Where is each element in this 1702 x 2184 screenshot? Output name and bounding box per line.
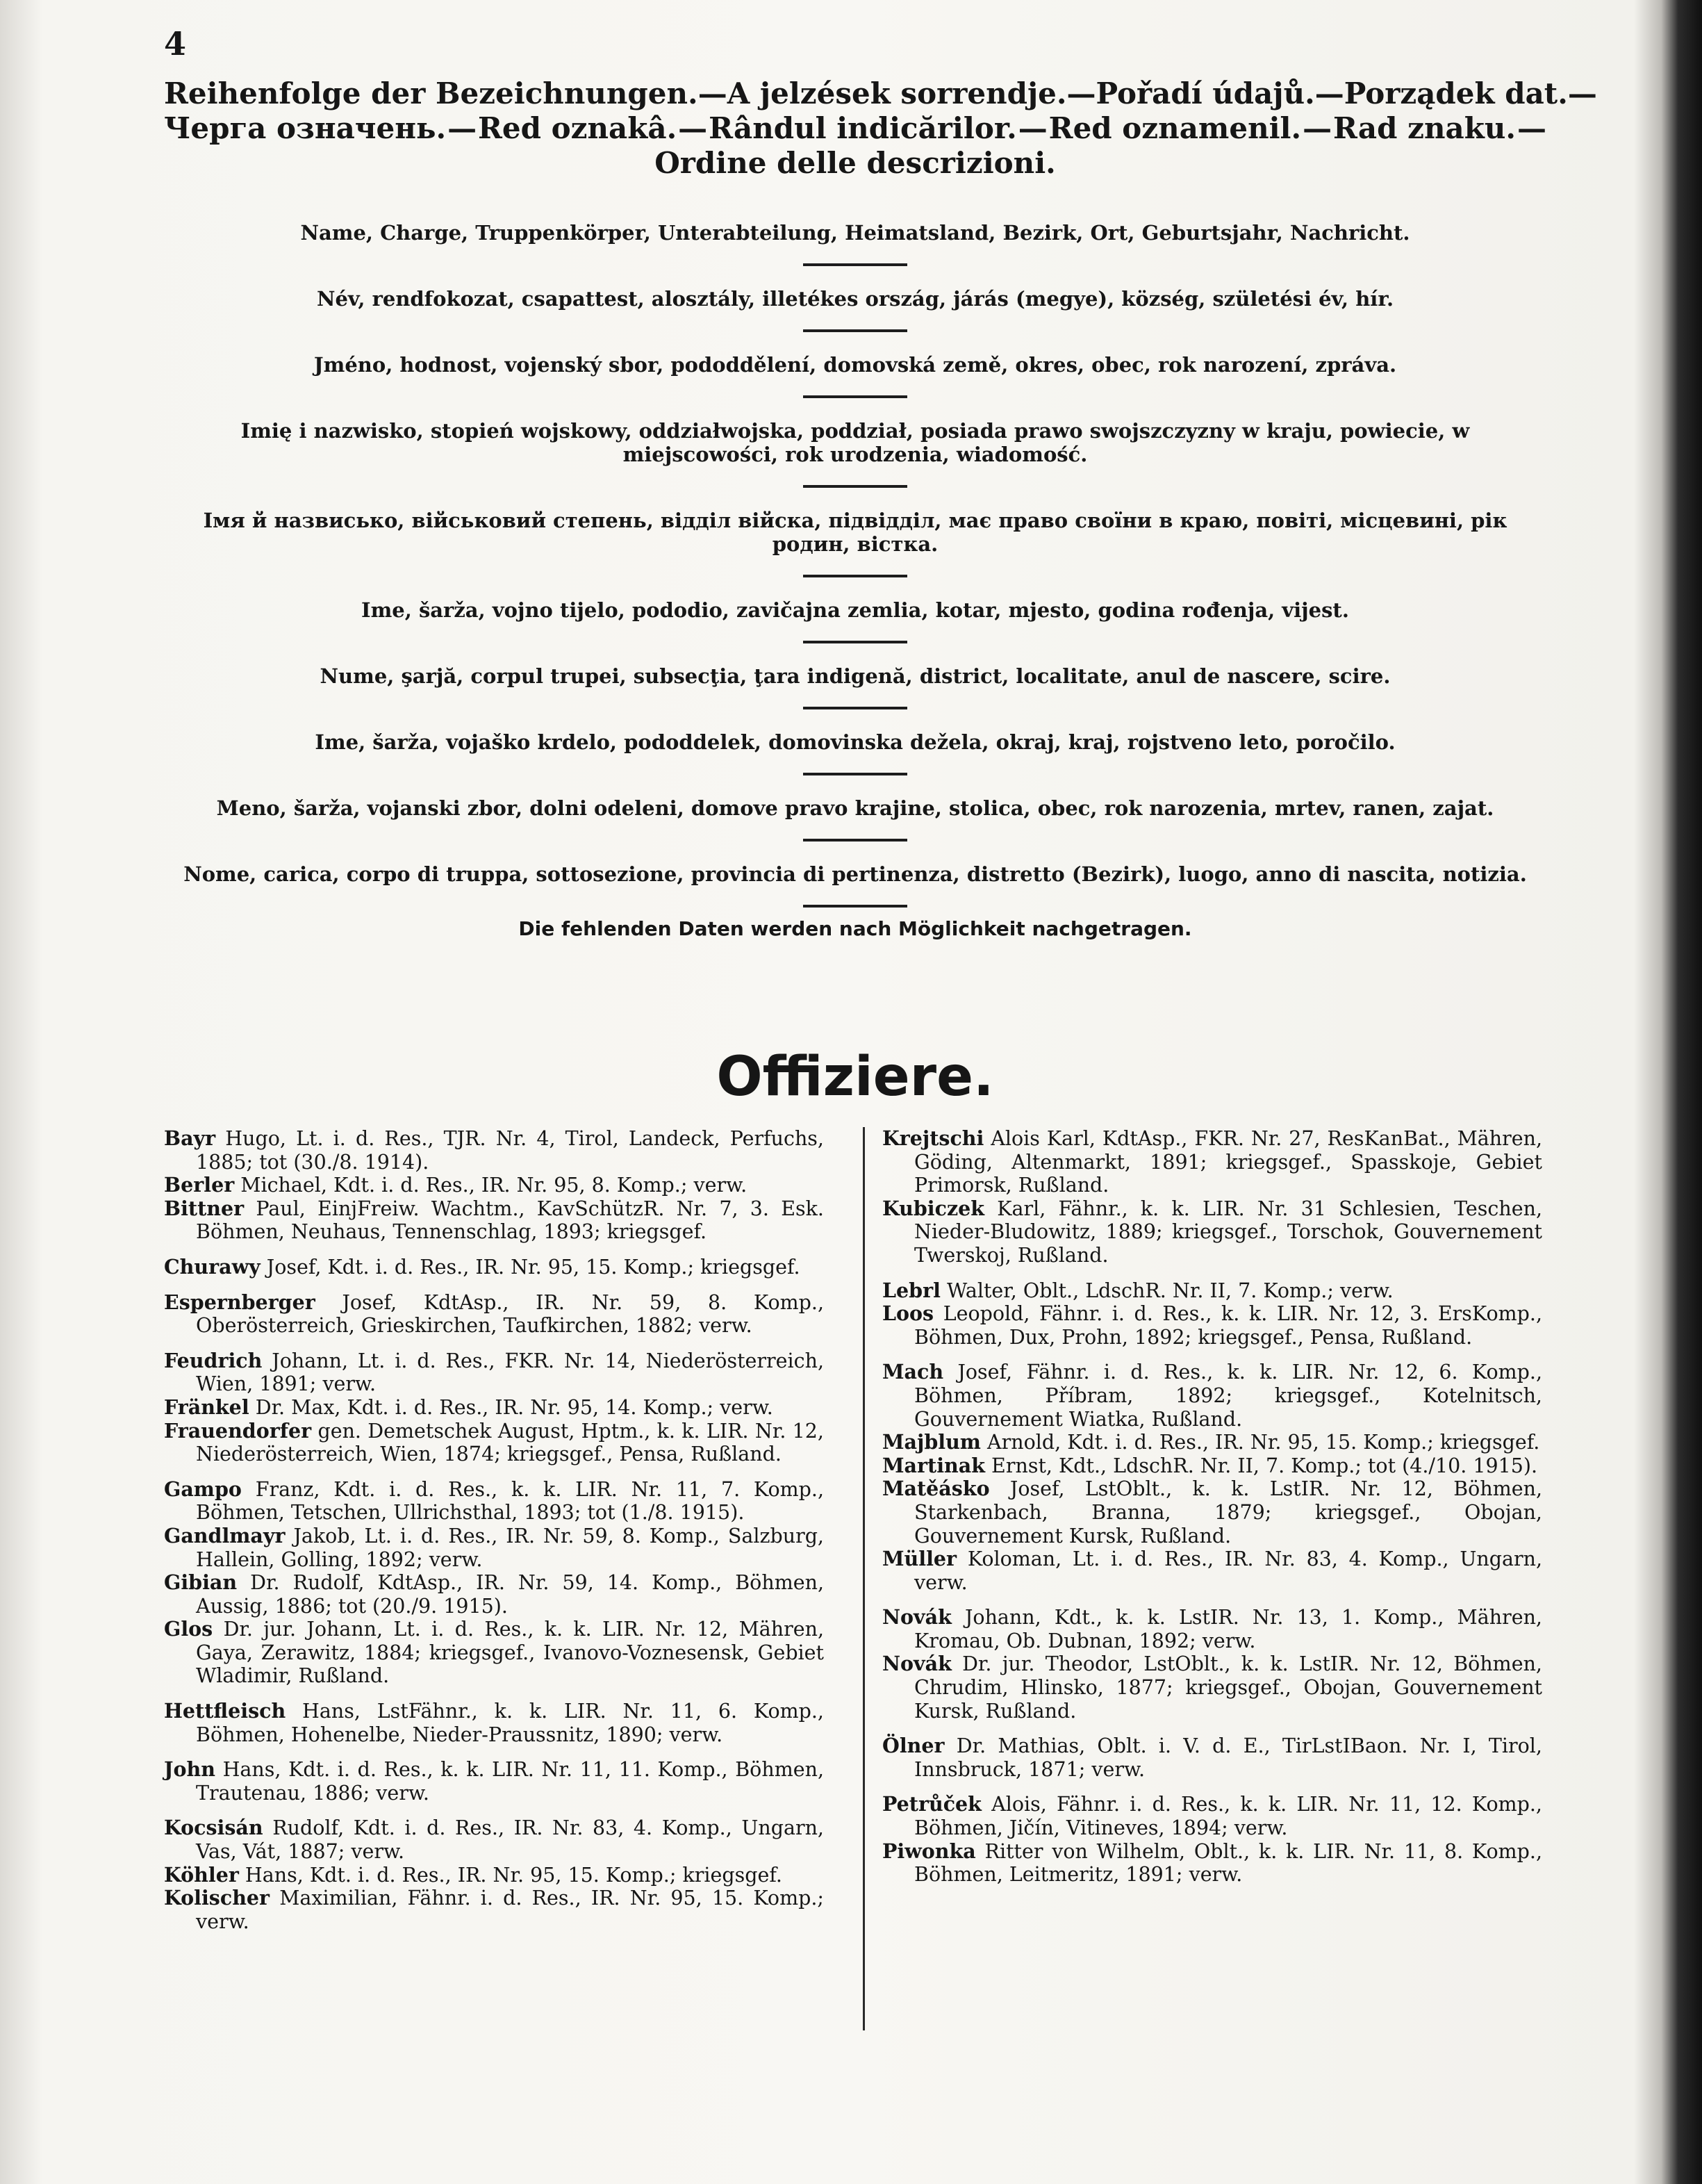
- legend-divider: [803, 707, 907, 709]
- list-entry: [164, 1571, 824, 1618]
- legend-divider: [803, 839, 907, 841]
- list-entry: [164, 1127, 824, 1174]
- header-line-3: [164, 146, 1546, 181]
- legend-romanian: Nume, şarjă, corpul trupei, subsecţia, ţara indigenă, district, localitate, anul de nascere, scire.: [320, 664, 1391, 688]
- entry-surname: Berler: [164, 1173, 235, 1197]
- header-line-2: [164, 111, 1546, 146]
- header-segment: Red oznamenil.: [1048, 111, 1302, 145]
- legend-divider: [803, 905, 907, 908]
- entry-details: Franz, Kdt. i. d. Res., k. k. LIR. Nr. 11, 7. Komp., Böhmen, Tetschen, Ullrichsthal, 1893; tot (1./8. 1915).: [196, 1477, 824, 1525]
- entry-surname: Loos: [882, 1302, 934, 1326]
- header-segment: Ordine delle descrizioni.: [654, 146, 1056, 180]
- entry-surname: Feudrich: [164, 1348, 263, 1372]
- list-entry: [882, 1361, 1542, 1431]
- entry-details: Alois Karl, KdtAsp., FKR. Nr. 27, ResKanBat., Mähren, Göding, Altenmarkt, 1891; kriegsgef., Spasskoje, Gebiet Primorsk, Rußland.: [914, 1127, 1542, 1197]
- entry-details: Josef, Fähnr. i. d. Res., k. k. LIR. Nr. 12, 6. Komp., Böhmen, Příbram, 1892; kriegsgef., Kotelnitsch, Gouvernement Wiatka, Rußland.: [914, 1361, 1543, 1431]
- entry-details: Hans, Kdt. i. d. Res., IR. Nr. 95, 15. Komp.; kriegsgef.: [245, 1863, 782, 1887]
- list-entry: [164, 1256, 824, 1279]
- list-entry: [882, 1840, 1542, 1887]
- list-entry: [164, 1420, 824, 1466]
- entry-details: Ritter von Wilhelm, Oblt., k. k. LIR. Nr. 11, 8. Komp., Böhmen, Leitmeritz, 1891; verw.: [914, 1839, 1543, 1887]
- header-segment: Черга означень.: [164, 111, 447, 145]
- header-dash: —: [1567, 76, 1597, 110]
- casualty-list-left: [164, 1127, 824, 1933]
- entry-surname: Kubiczek: [882, 1196, 985, 1220]
- entry-surname: Matěásko: [882, 1477, 990, 1501]
- list-entry: [164, 1758, 824, 1805]
- entry-surname: Ölner: [882, 1734, 945, 1758]
- entry-details: Koloman, Lt. i. d. Res., IR. Nr. 83, 4. Komp., Ungarn, verw.: [914, 1547, 1542, 1594]
- list-entry: [882, 1547, 1542, 1594]
- list-entry: [164, 1816, 824, 1863]
- header-segment: Red oznakâ.: [478, 111, 677, 145]
- entry-details: Karl, Fähnr., k. k. LIR. Nr. 31 Schlesien, Teschen, Nieder-Bludowitz, 1889; kriegsgef., Torschok, Gouvernement Twerskoj, Rußland.: [914, 1197, 1542, 1267]
- field-order-legend: [164, 221, 1546, 928]
- header-segment: Rad znaku.: [1333, 111, 1516, 145]
- entry-surname: Piwonka: [882, 1839, 976, 1863]
- entry-surname: Hettfleisch: [164, 1699, 286, 1723]
- entry-surname: Petrůček: [882, 1792, 982, 1816]
- header-dash: —: [1314, 76, 1344, 110]
- list-entry: [164, 1864, 824, 1887]
- section-title: Offiziere.: [716, 1046, 994, 1108]
- legend-divider: [803, 263, 907, 266]
- entry-details: Dr. Rudolf, KdtAsp., IR. Nr. 59, 14. Komp., Böhmen, Aussig, 1886; tot (20./9. 1915).: [196, 1571, 824, 1618]
- entry-details: Jakob, Lt. i. d. Res., IR. Nr. 59, 8. Komp., Salzburg, Hallein, Golling, 1892; verw.: [196, 1524, 824, 1571]
- header-dash: —: [1303, 111, 1332, 145]
- header-segment: A jelzések sorrendje.: [727, 76, 1067, 110]
- entry-surname: Köhler: [164, 1862, 239, 1887]
- header-segment: Porządek dat.: [1344, 76, 1568, 110]
- entry-details: Dr. Mathias, Oblt. i. V. d. E., TirLstIBaon. Nr. I, Tirol, Innsbruck, 1871; verw.: [914, 1734, 1542, 1781]
- entry-details: Hans, Kdt. i. d. Res., k. k. LIR. Nr. 11, 11. Komp., Böhmen, Trautenau, 1886; verw.: [196, 1758, 824, 1805]
- list-entry: [882, 1197, 1542, 1267]
- legend-croatian: Ime, šarža, vojno tijelo, pododio, zavičajna zemlia, kotar, mjesto, godina rođenja, vijest.: [361, 598, 1349, 622]
- list-entry: [882, 1431, 1542, 1454]
- entry-details: Hans, LstFähnr., k. k. LIR. Nr. 11, 6. Komp., Böhmen, Hohenelbe, Nieder-Praussnitz, 1890; verw.: [196, 1700, 824, 1746]
- legend-ukrainian: Імя й назвисько, військовий степень, відділ війска, підвідділ, має право своїни в краю, повіті, місцевині, рік родин, вістка.: [203, 509, 1507, 556]
- entry-details: Ernst, Kdt., LdschR. Nr. II, 7. Komp.; tot (4./10. 1915).: [991, 1454, 1538, 1477]
- entry-surname: Espernberger: [164, 1290, 315, 1314]
- legend-divider: [803, 575, 907, 577]
- entry-surname: Kolischer: [164, 1886, 270, 1910]
- legend-divider: [803, 395, 907, 398]
- missing-data-note: Die fehlenden Daten werden nach Möglichkeit nachgetragen.: [518, 917, 1192, 940]
- legend-divider: [803, 485, 907, 488]
- entry-details: Josef, LstOblt., k. k. LstIR. Nr. 12, Böhmen, Starkenbach, Branna, 1879; kriegsgef., Obojan, Gouvernement Kursk, Rußland.: [914, 1477, 1542, 1547]
- entry-surname: Martinak: [882, 1453, 985, 1477]
- entry-surname: Churawy: [164, 1254, 261, 1279]
- entry-details: Arnold, Kdt. i. d. Res., IR. Nr. 95, 15. Komp.; kriegsgef.: [987, 1431, 1540, 1454]
- list-entry: [164, 1396, 824, 1420]
- casualty-list-right: [882, 1127, 1542, 1887]
- entry-surname: Glos: [164, 1617, 213, 1641]
- entry-details: Hugo, Lt. i. d. Res., TJR. Nr. 4, Tirol, Landeck, Perfuchs, 1885; tot (30./8. 1914).: [196, 1127, 824, 1174]
- header-line-1: [164, 76, 1597, 111]
- entry-details: Dr. jur. Johann, Lt. i. d. Res., k. k. LIR. Nr. 12, Mähren, Gaya, Zerawitz, 1884; kriegsgef., Ivanovo-Voznesensk, Gebiet Wladimir, Rußland.: [196, 1618, 825, 1688]
- header-segment: Pořadí údajů.: [1096, 76, 1315, 110]
- header-dash: —: [678, 111, 708, 145]
- list-entry: [882, 1454, 1542, 1478]
- list-entry: [164, 1291, 824, 1338]
- list-entry: [882, 1302, 1542, 1349]
- list-entry: [164, 1887, 824, 1933]
- entry-details: Leopold, Fähnr. i. d. Res., k. k. LIR. Nr. 12, 3. ErsKomp., Böhmen, Dux, Prohn, 1892; kriegsgef., Pensa, Rußland.: [914, 1302, 1543, 1349]
- header-dash: —: [1018, 111, 1048, 145]
- header-dash: —: [1517, 111, 1546, 145]
- entry-details: Rudolf, Kdt. i. d. Res., IR. Nr. 83, 4. Komp., Ungarn, Vas, Vát, 1887; verw.: [196, 1816, 824, 1864]
- entry-surname: Gampo: [164, 1477, 242, 1501]
- entry-surname: Frauendorfer: [164, 1418, 312, 1443]
- list-entry: [882, 1734, 1542, 1781]
- entry-surname: Novák: [882, 1652, 952, 1676]
- entry-surname: Kocsisán: [164, 1816, 263, 1840]
- list-entry: [164, 1197, 824, 1244]
- entry-surname: Gibian: [164, 1570, 238, 1595]
- legend-slovenian: Ime, šarža, vojaško krdelo, pododdelek, domovinska dežela, okraj, kraj, rojstveno leto, poročilo.: [315, 730, 1396, 754]
- page-number: 4: [164, 25, 187, 63]
- header-segment: Rândul indicărilor.: [709, 111, 1017, 145]
- entry-details: Dr. Max, Kdt. i. d. Res., IR. Nr. 95, 14. Komp.; verw.: [255, 1395, 773, 1419]
- legend-polish: Imię i nazwisko, stopień wojskowy, oddziałwojska, poddział, posiada prawo swojszczyzny w kraju, powiecie, w miejscowości, rok urodzenia, wiadomość.: [240, 419, 1470, 466]
- entry-surname: Fränkel: [164, 1395, 249, 1419]
- list-entry: [164, 1478, 824, 1525]
- header-dash: —: [1066, 76, 1096, 110]
- header-title: [164, 76, 1597, 181]
- list-entry: [164, 1349, 824, 1396]
- entry-surname: John: [164, 1757, 215, 1782]
- header-segment: Reihenfolge der Bezeichnungen.: [164, 76, 698, 110]
- entry-details: Michael, Kdt. i. d. Res., IR. Nr. 95, 8. Komp.; verw.: [240, 1174, 747, 1197]
- list-entry: [882, 1477, 1542, 1547]
- list-entry: [164, 1700, 824, 1746]
- list-entry: [882, 1127, 1542, 1197]
- entry-surname: Majblum: [882, 1430, 981, 1454]
- entry-surname: Lebrl: [882, 1278, 941, 1302]
- list-entry: [164, 1618, 824, 1688]
- entry-details: gen. Demetschek August, Hptm., k. k. LIR. Nr. 12, Niederösterreich, Wien, 1874; kriegsgef., Pensa, Rußland.: [196, 1419, 824, 1466]
- entry-details: Dr. jur. Theodor, LstOblt., k. k. LstIR. Nr. 12, Böhmen, Chrudim, Hlinsko, 1877; kriegsgef., Obojan, Gouvernement Kursk, Rußland.: [914, 1652, 1542, 1723]
- entry-details: Alois, Fähnr. i. d. Res., k. k. LIR. Nr. 11, 12. Komp., Böhmen, Jičín, Vitineves, 1894; verw.: [914, 1793, 1542, 1840]
- header-dash: —: [697, 76, 727, 110]
- list-entry: [882, 1793, 1542, 1839]
- entry-details: Johann, Kdt., k. k. LstIR. Nr. 13, 1. Komp., Mähren, Kromau, Ob. Dubnan, 1892; verw.: [914, 1606, 1542, 1652]
- entry-surname: Novák: [882, 1605, 952, 1629]
- entry-details: Walter, Oblt., LdschR. Nr. II, 7. Komp.; verw.: [947, 1279, 1394, 1302]
- entry-surname: Müller: [882, 1547, 957, 1571]
- legend-czech: Jméno, hodnost, vojenský sbor, pododdělení, domovská země, okres, obec, rok narození, zpráva.: [313, 353, 1397, 377]
- list-entry: [882, 1652, 1542, 1723]
- list-entry: [164, 1525, 824, 1571]
- header-dash: —: [447, 111, 477, 145]
- list-entry: [882, 1606, 1542, 1652]
- legend-divider: [803, 773, 907, 775]
- legend-divider: [803, 329, 907, 332]
- legend-german: Name, Charge, Truppenkörper, Unterabteilung, Heimatsland, Bezirk, Ort, Geburtsjahr, Nachricht.: [300, 221, 1410, 245]
- legend-italian: Nome, carica, corpo di truppa, sottosezione, provincia di pertinenza, distretto (Bezirk), luogo, anno di nascita, notizia.: [183, 862, 1527, 886]
- entry-surname: Gandlmayr: [164, 1523, 286, 1547]
- legend-slovak: Meno, šarža, vojanski zbor, dolni odeleni, domove pravo krajine, stolica, obec, rok narozenia, mrtev, ranen, zajat.: [216, 796, 1494, 820]
- legend-hungarian: Név, rendfokozat, csapattest, alosztály, illetékes ország, járás (megye), község, születési év, hír.: [316, 287, 1394, 311]
- entry-details: Johann, Lt. i. d. Res., FKR. Nr. 14, Niederösterreich, Wien, 1891; verw.: [196, 1349, 825, 1396]
- entry-details: Paul, EinjFreiw. Wachtm., KavSchützR. Nr. 7, 3. Esk. Böhmen, Neuhaus, Tennenschlag, 1893; kriegsgef.: [196, 1197, 824, 1244]
- entry-details: Josef, Kdt. i. d. Res., IR. Nr. 95, 15. Komp.; kriegsgef.: [266, 1255, 800, 1279]
- entry-surname: Krejtschi: [882, 1126, 984, 1150]
- entry-surname: Mach: [882, 1360, 944, 1384]
- legend-divider: [803, 641, 907, 643]
- list-entry: [164, 1174, 824, 1197]
- entry-surname: Bittner: [164, 1196, 245, 1220]
- column-divider: [863, 1127, 865, 2030]
- entry-details: Josef, KdtAsp., IR. Nr. 59, 8. Komp., Oberösterreich, Grieskirchen, Taufkirchen, 1882; verw.: [196, 1290, 825, 1338]
- list-entry: [882, 1279, 1542, 1303]
- entry-surname: Bayr: [164, 1126, 216, 1150]
- entry-details: Maximilian, Fähnr. i. d. Res., IR. Nr. 95, 15. Komp.; verw.: [196, 1887, 825, 1933]
